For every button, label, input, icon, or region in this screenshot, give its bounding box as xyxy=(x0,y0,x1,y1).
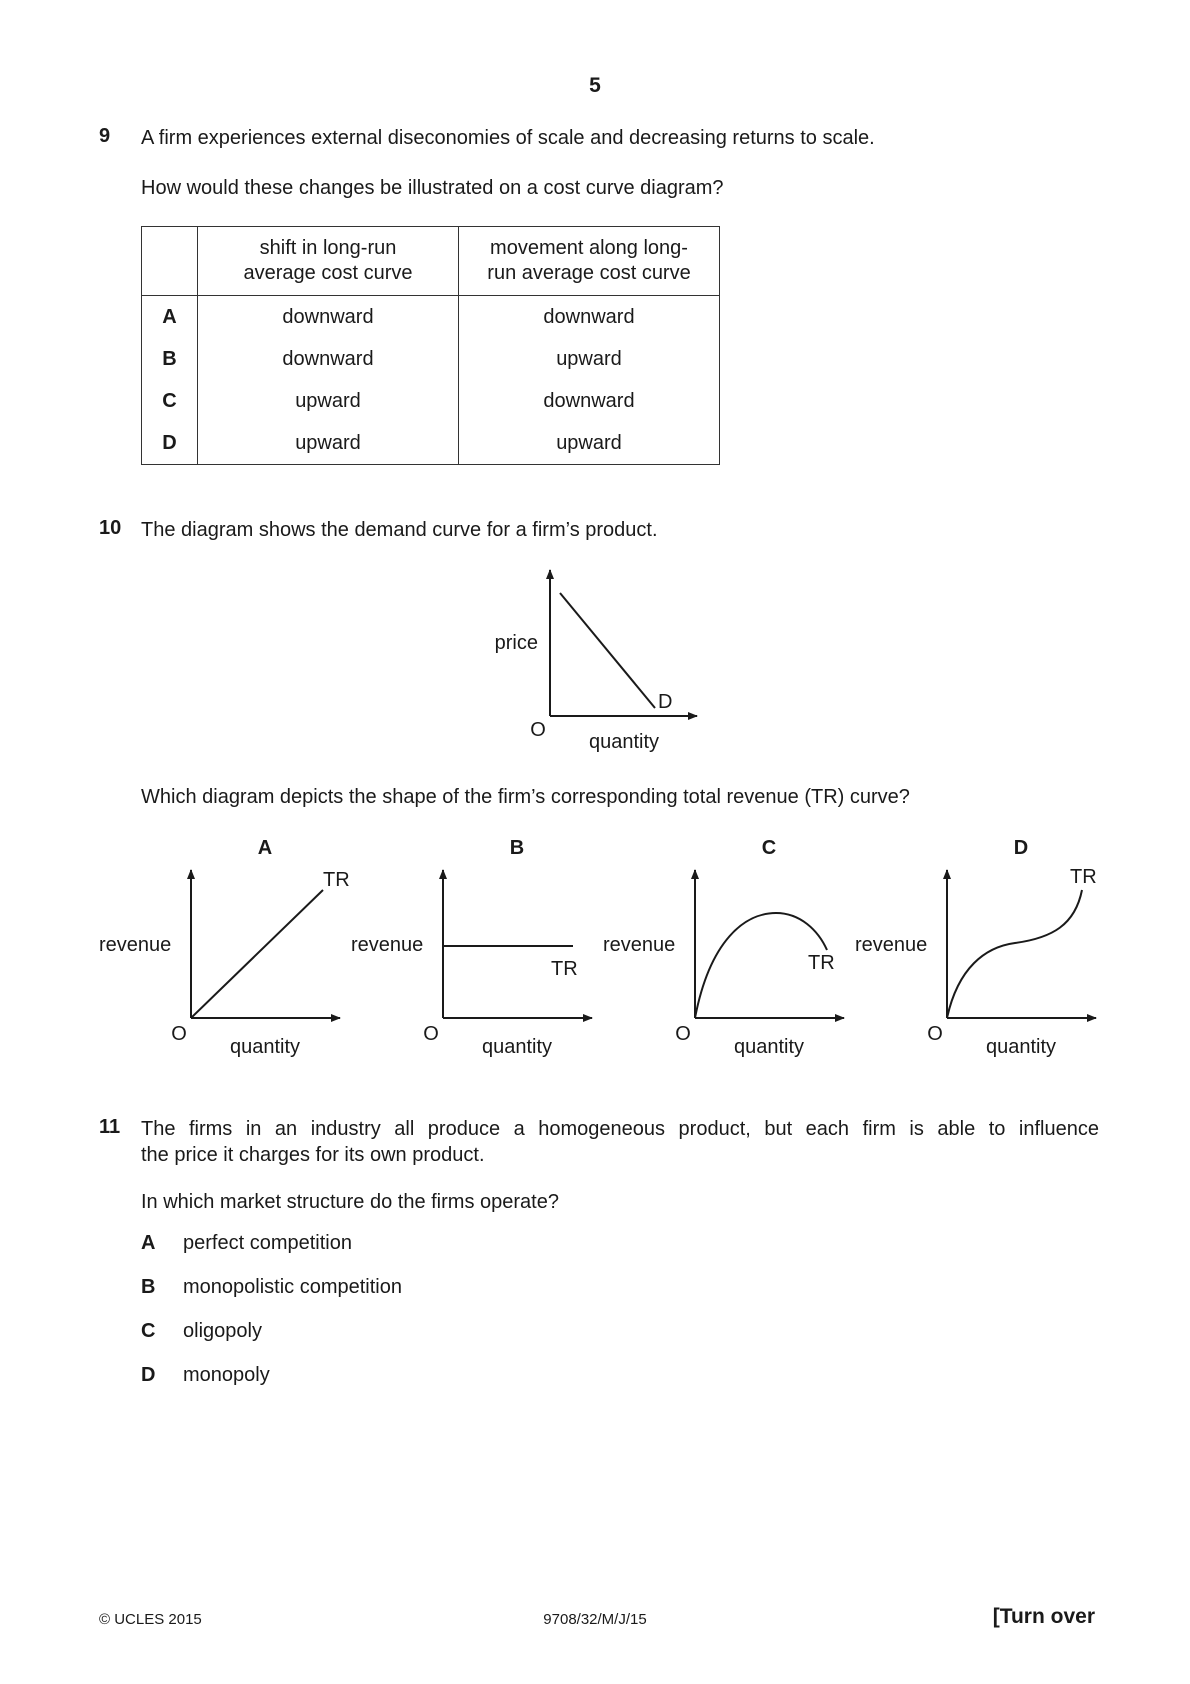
diagram-key: B xyxy=(509,837,525,859)
curve-label: D xyxy=(658,691,673,713)
curve-label: TR xyxy=(1070,866,1097,888)
x-axis-label: quantity xyxy=(481,1036,553,1058)
y-axis-label: revenue xyxy=(99,934,172,956)
origin-label: O xyxy=(171,1023,187,1045)
q11-text-line2: the price it charges for its own product. xyxy=(141,1144,485,1166)
list-item xyxy=(141,1364,402,1408)
q9-prompt: How would these changes be illustrated on a cost curve diagram? xyxy=(141,177,724,199)
tr-diagram-c xyxy=(603,837,844,1058)
option-movement: downward xyxy=(459,380,720,422)
q10-text: The diagram shows the demand curve for a firm’s product. xyxy=(141,519,658,541)
option-text: monopolistic competition xyxy=(183,1276,402,1298)
q11-options-list xyxy=(141,1232,402,1408)
option-movement: upward xyxy=(459,338,720,380)
option-key: A xyxy=(142,296,198,339)
option-text: monopoly xyxy=(183,1364,270,1386)
q10-prompt: Which diagram depicts the shape of the firm’s corresponding total revenue (TR) curve? xyxy=(141,786,910,808)
q11-text-line1: The firms in an industry all produce a homogeneous product, but each firm is able to influence xyxy=(141,1118,1099,1140)
curve-label: TR xyxy=(808,952,835,974)
tr-diagram-a xyxy=(99,837,350,1058)
table-header-movement: movement along long- run average cost curve xyxy=(459,227,720,296)
option-movement: downward xyxy=(459,296,720,339)
q9-text: A firm experiences external diseconomies of scale and decreasing returns to scale. xyxy=(141,127,875,149)
x-axis-label: quantity xyxy=(229,1036,301,1058)
y-axis-label: revenue xyxy=(855,934,928,956)
origin-label: O xyxy=(423,1023,439,1045)
q11-prompt: In which market structure do the firms operate? xyxy=(141,1191,559,1213)
curve-label: TR xyxy=(323,869,350,891)
y-axis-label: revenue xyxy=(603,934,676,956)
option-key: B xyxy=(141,1276,156,1298)
table-header-key xyxy=(142,227,198,296)
x-axis-label: quantity xyxy=(588,731,660,753)
option-key: A xyxy=(141,1232,156,1254)
option-key: B xyxy=(142,338,198,380)
tr-diagram-b xyxy=(351,837,592,1058)
y-axis-label: revenue xyxy=(351,934,424,956)
table-header-row xyxy=(142,227,720,296)
origin-label: O xyxy=(927,1023,943,1045)
q11-number: 11 xyxy=(99,1116,121,1138)
demand-curve-diagram xyxy=(470,560,710,760)
tr-curve xyxy=(947,890,1082,1018)
x-axis-label: quantity xyxy=(733,1036,805,1058)
table-row xyxy=(142,338,720,380)
option-text: perfect competition xyxy=(183,1232,352,1254)
option-key: D xyxy=(141,1364,156,1386)
table-header-shift: shift in long-run average cost curve xyxy=(198,227,459,296)
list-item xyxy=(141,1232,402,1276)
page-number: 5 xyxy=(589,74,601,97)
list-item xyxy=(141,1320,402,1364)
list-item xyxy=(141,1276,402,1320)
q9-number: 9 xyxy=(99,125,111,147)
origin-label: O xyxy=(530,719,546,741)
option-key: C xyxy=(142,380,198,422)
footer-code: 9708/32/M/J/15 xyxy=(543,1611,647,1628)
diagram-key: C xyxy=(761,837,777,859)
origin-label: O xyxy=(675,1023,691,1045)
x-axis-label: quantity xyxy=(985,1036,1057,1058)
q9-options-table xyxy=(141,226,720,465)
table-row xyxy=(142,422,720,465)
tr-curve xyxy=(191,890,323,1018)
diagram-key: D xyxy=(1013,837,1029,859)
option-shift: downward xyxy=(198,296,459,339)
option-key: D xyxy=(142,422,198,465)
option-key: C xyxy=(141,1320,156,1342)
tr-diagram-d xyxy=(855,837,1097,1058)
option-shift: upward xyxy=(198,380,459,422)
curve-label: TR xyxy=(551,958,578,980)
demand-curve xyxy=(560,593,655,708)
table-row xyxy=(142,296,720,339)
option-shift: downward xyxy=(198,338,459,380)
table-row xyxy=(142,380,720,422)
footer-copyright: © UCLES 2015 xyxy=(99,1611,202,1628)
turn-over-label: [Turn over xyxy=(992,1605,1095,1628)
tr-option-diagrams xyxy=(90,830,1110,1060)
y-axis-label: price xyxy=(494,632,538,654)
option-shift: upward xyxy=(198,422,459,465)
option-movement: upward xyxy=(459,422,720,465)
option-text: oligopoly xyxy=(183,1320,262,1342)
q10-number: 10 xyxy=(99,517,122,539)
diagram-key: A xyxy=(257,837,273,859)
